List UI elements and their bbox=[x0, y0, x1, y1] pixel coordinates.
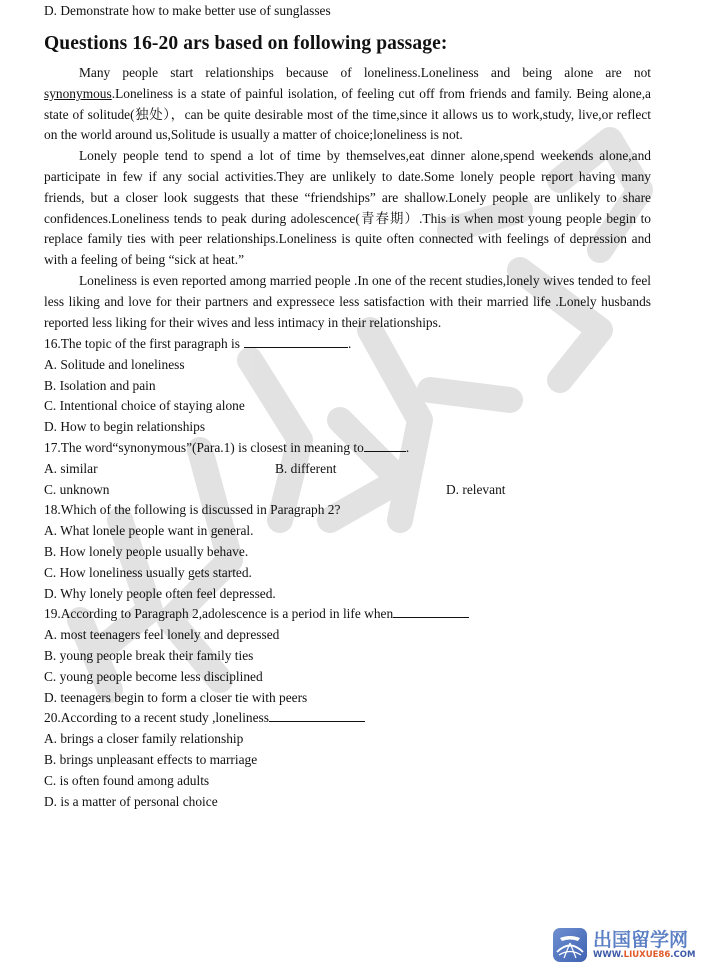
logo-url bbox=[593, 950, 695, 961]
question-list bbox=[44, 334, 664, 812]
question-19-stem: 19.According to Paragraph 2,adolescence is a period in life when bbox=[44, 606, 394, 622]
option-c: C. Intentional choice of staying alone bbox=[44, 398, 245, 414]
option-b: B. brings unpleasant effects to marriage bbox=[44, 751, 258, 767]
logo-name: 出国留学网 bbox=[593, 928, 689, 951]
option-a: A. Solitude and loneliness bbox=[44, 356, 185, 372]
underlined-word: synonymous bbox=[44, 85, 112, 101]
option-b: B. Isolation and pain bbox=[44, 377, 156, 393]
previous-question-option: D. Demonstrate how to make better use of sunglasses bbox=[44, 3, 331, 18]
stem-period: . bbox=[405, 439, 410, 455]
question-stem bbox=[44, 604, 664, 625]
passage-paragraph-3: Loneliness is even reported among married people .In one of the recent studies,lonely wives tended to feel less liking and love for their partners and expressece less satisfaction with their married life .Lonely husbands reported less liking for their wives and less intimacy in their relationships. bbox=[44, 272, 651, 330]
question-stem bbox=[44, 438, 664, 459]
answer-blank bbox=[244, 335, 348, 348]
options-row bbox=[44, 459, 664, 480]
passage-paragraph-2: Lonely people tend to spend a lot of time by themselves,eat dinner alone,spend weekends alone,and participate in few if any social activities.They are unlikely to date.Some lonely people report having many friends, but a closer look suggests that these “friendships” are shallow.Lonely people are unlikely to share confidences.Loneliness tends to peak during adolescence(青春期）.This is when most young people begin to replace family ties with peer relationships.Loneliness is quite often connected with feelings of depression and with a feeling of being “sick at heat.” bbox=[44, 148, 651, 268]
option-c: C. unknown bbox=[44, 481, 110, 497]
answer-blank bbox=[269, 709, 365, 722]
option-b: B. different bbox=[275, 460, 337, 476]
question-17-stem: 17.The word“synonymous”(Para.1) is closest in meaning to bbox=[44, 439, 364, 455]
option-d: D. is a matter of personal choice bbox=[44, 793, 218, 809]
passage-paragraph-1 bbox=[44, 63, 651, 146]
answer-blank bbox=[364, 439, 406, 452]
question-stem bbox=[44, 334, 664, 355]
question-stem: 18.Which of the following is discussed in Paragraph 2? bbox=[44, 502, 341, 518]
answer-blank bbox=[393, 605, 469, 618]
option-b: B. How lonely people usually behave. bbox=[44, 543, 249, 559]
question-16-stem: 16.The topic of the first paragraph is bbox=[44, 336, 240, 351]
paragraph-1-start: Many people start relationships because of loneliness.Loneliness and being alone are not bbox=[79, 65, 651, 80]
option-a: A. similar bbox=[44, 460, 98, 476]
option-a: A. brings a closer family relationship bbox=[44, 731, 244, 747]
option-a: A. What lonele people want in general. bbox=[44, 523, 254, 539]
question-stem bbox=[44, 708, 664, 729]
option-b: B. young people break their family ties bbox=[44, 647, 254, 663]
reading-passage bbox=[44, 63, 651, 333]
question-20-stem: 20.According to a recent study ,loneliness bbox=[44, 710, 269, 726]
url-suffix: .COM bbox=[670, 949, 696, 960]
paragraph-1-rest: .Loneliness is a state of painful isolation, of feeling cut off from friends and family. Being alone,a state of solitude(独处），can be quite desirable most of the time,since it allows us to work,study, live,or reflect on the world around us,Solitude is usually a matter of choice;loneliness is not. bbox=[44, 85, 651, 143]
logo-text bbox=[593, 930, 695, 961]
option-d: D. teenagers begin to form a closer tie with peers bbox=[44, 689, 308, 705]
option-c: C. is often found among adults bbox=[44, 772, 210, 788]
url-highlight: LIUXUE86 bbox=[623, 949, 671, 960]
stem-period: . bbox=[347, 336, 352, 351]
option-d: D. Why lonely people often feel depressed. bbox=[44, 585, 276, 601]
option-c: C. young people become less disciplined bbox=[44, 668, 263, 684]
site-logo[interactable] bbox=[553, 927, 709, 963]
option-c: C. How loneliness usually gets started. bbox=[44, 564, 252, 580]
options-row bbox=[44, 480, 664, 501]
section-heading: Questions 16-20 ars based on following passage: bbox=[44, 33, 448, 54]
option-d: D. How to begin relationships bbox=[44, 419, 206, 435]
option-d: D. relevant bbox=[446, 481, 506, 497]
logo-emblem-icon bbox=[553, 928, 587, 962]
option-a: A. most teenagers feel lonely and depressed bbox=[44, 627, 280, 643]
url-prefix: WWW. bbox=[593, 949, 624, 960]
